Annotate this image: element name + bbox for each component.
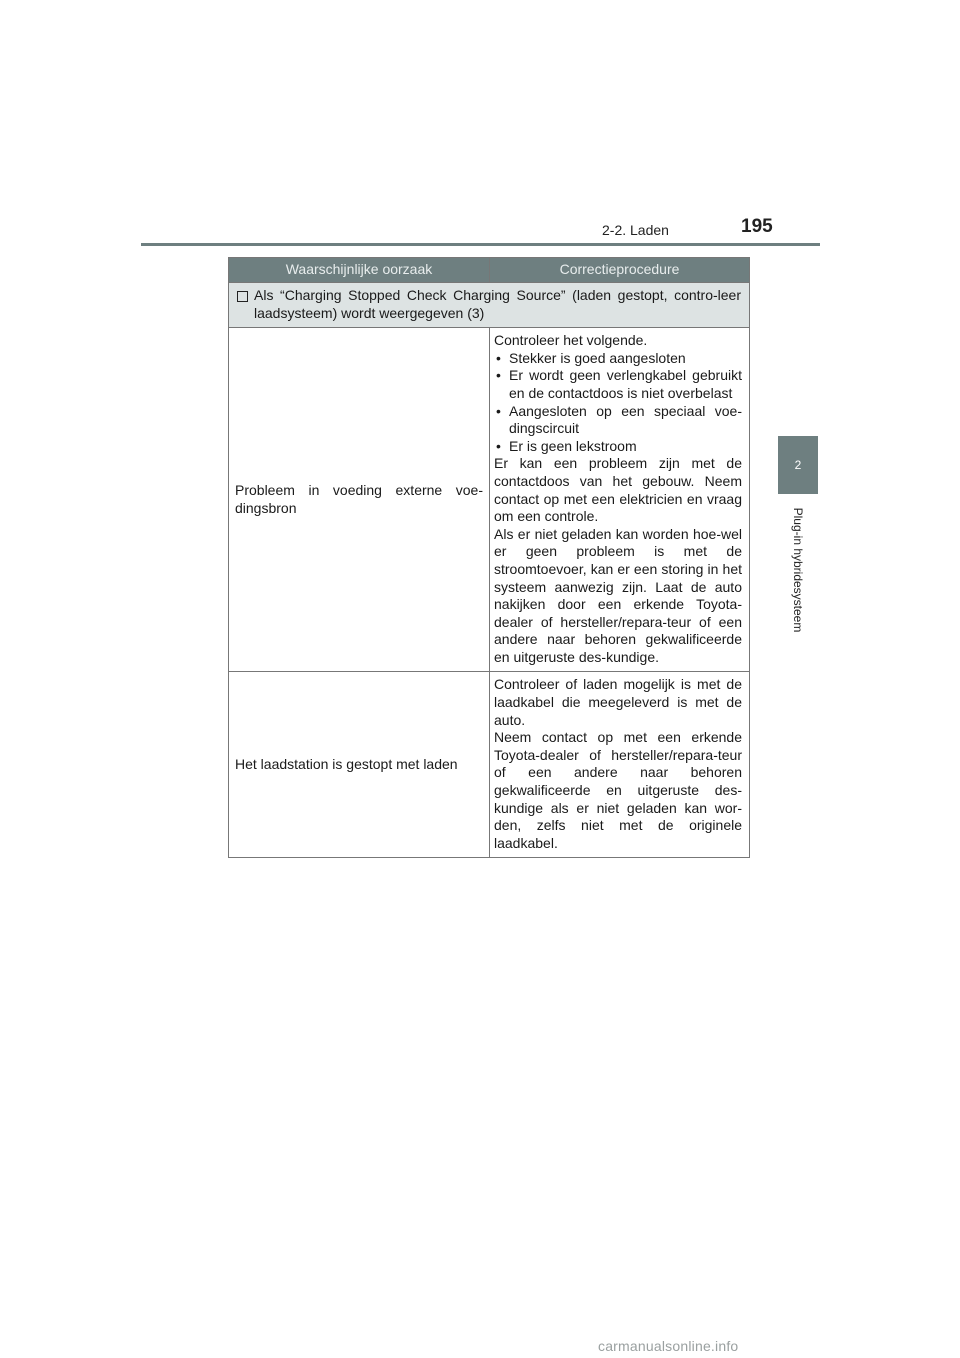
chapter-number: 2 <box>794 458 802 472</box>
page-number: 195 <box>741 216 773 237</box>
table-row <box>229 328 750 672</box>
chapter-title: Plug-in hybridesysteem <box>791 507 805 633</box>
checkbox-icon <box>237 291 248 302</box>
bullet-icon: • <box>496 349 501 366</box>
cause-cell: Het laadstation is gestopt met laden <box>229 672 490 858</box>
watermark: carmanualsonline.info <box>598 1338 739 1354</box>
list-item-text: Er is geen lekstroom <box>509 437 637 454</box>
procedure-cell <box>490 672 750 858</box>
procedure-intro: Controleer het volgende. <box>494 332 648 349</box>
section-heading-row <box>229 283 750 328</box>
list-item <box>494 403 742 438</box>
list-item <box>494 350 742 368</box>
bullet-icon: • <box>496 402 501 419</box>
column-header-cause: Waarschijnlijke oorzaak <box>229 258 490 283</box>
table-row <box>229 672 750 858</box>
procedure-paragraph: Neem contact op met een erkende Toyota-dealer of hersteller/repara-teur of een andere naar behoren gekwalificeerde en uitgeruste des-kundige als er niet geladen kan wor-den, zelfs niet met de originele laadkabel. <box>494 729 742 851</box>
column-header-procedure: Correctieprocedure <box>490 258 750 283</box>
procedure-paragraph: Als er niet geladen kan worden hoe-wel er geen probleem is met de stroomtoevoer, kan er een storing in het systeem aanwezig zijn. Laat de auto nakijken door een erkende Toyota-dealer of hersteller/repara-teur of een andere naar behoren gekwalificeerde en uitgeruste des-kundige. <box>494 525 742 665</box>
header-divider <box>141 243 820 246</box>
list-item-text: Stekker is goed aangesloten <box>509 349 686 366</box>
bullet-icon: • <box>496 437 501 454</box>
list-item-text: Er wordt geen verlengkabel gebruikt en de contactdoos is niet overbelast <box>509 367 742 401</box>
section-title: 2-2. Laden <box>602 222 669 238</box>
procedure-cell <box>490 328 750 672</box>
procedure-paragraph: Controleer of laden mogelijk is met de laadkabel die meegeleverd is met de auto. <box>494 676 742 728</box>
list-item-text: Aangesloten op een speciaal voe-dingscircuit <box>509 402 742 437</box>
chapter-tab[interactable] <box>778 436 818 494</box>
bullet-icon: • <box>496 367 501 384</box>
cause-cell: Probleem in voeding externe voe-dingsbron <box>229 328 490 672</box>
procedure-paragraph: Er kan een probleem zijn met de contactdoos van het gebouw. Neem contact op met een elektricien en vraag om een controle. <box>494 455 742 525</box>
table-header-row <box>229 258 750 283</box>
section-heading <box>229 283 750 328</box>
list-item <box>494 367 742 402</box>
section-heading-text: Als “Charging Stopped Check Charging Source” (laden gestopt, contro-leer laadsysteem) wordt weergegeven (3) <box>254 287 741 321</box>
list-item <box>494 438 742 456</box>
troubleshooting-table <box>228 257 750 858</box>
